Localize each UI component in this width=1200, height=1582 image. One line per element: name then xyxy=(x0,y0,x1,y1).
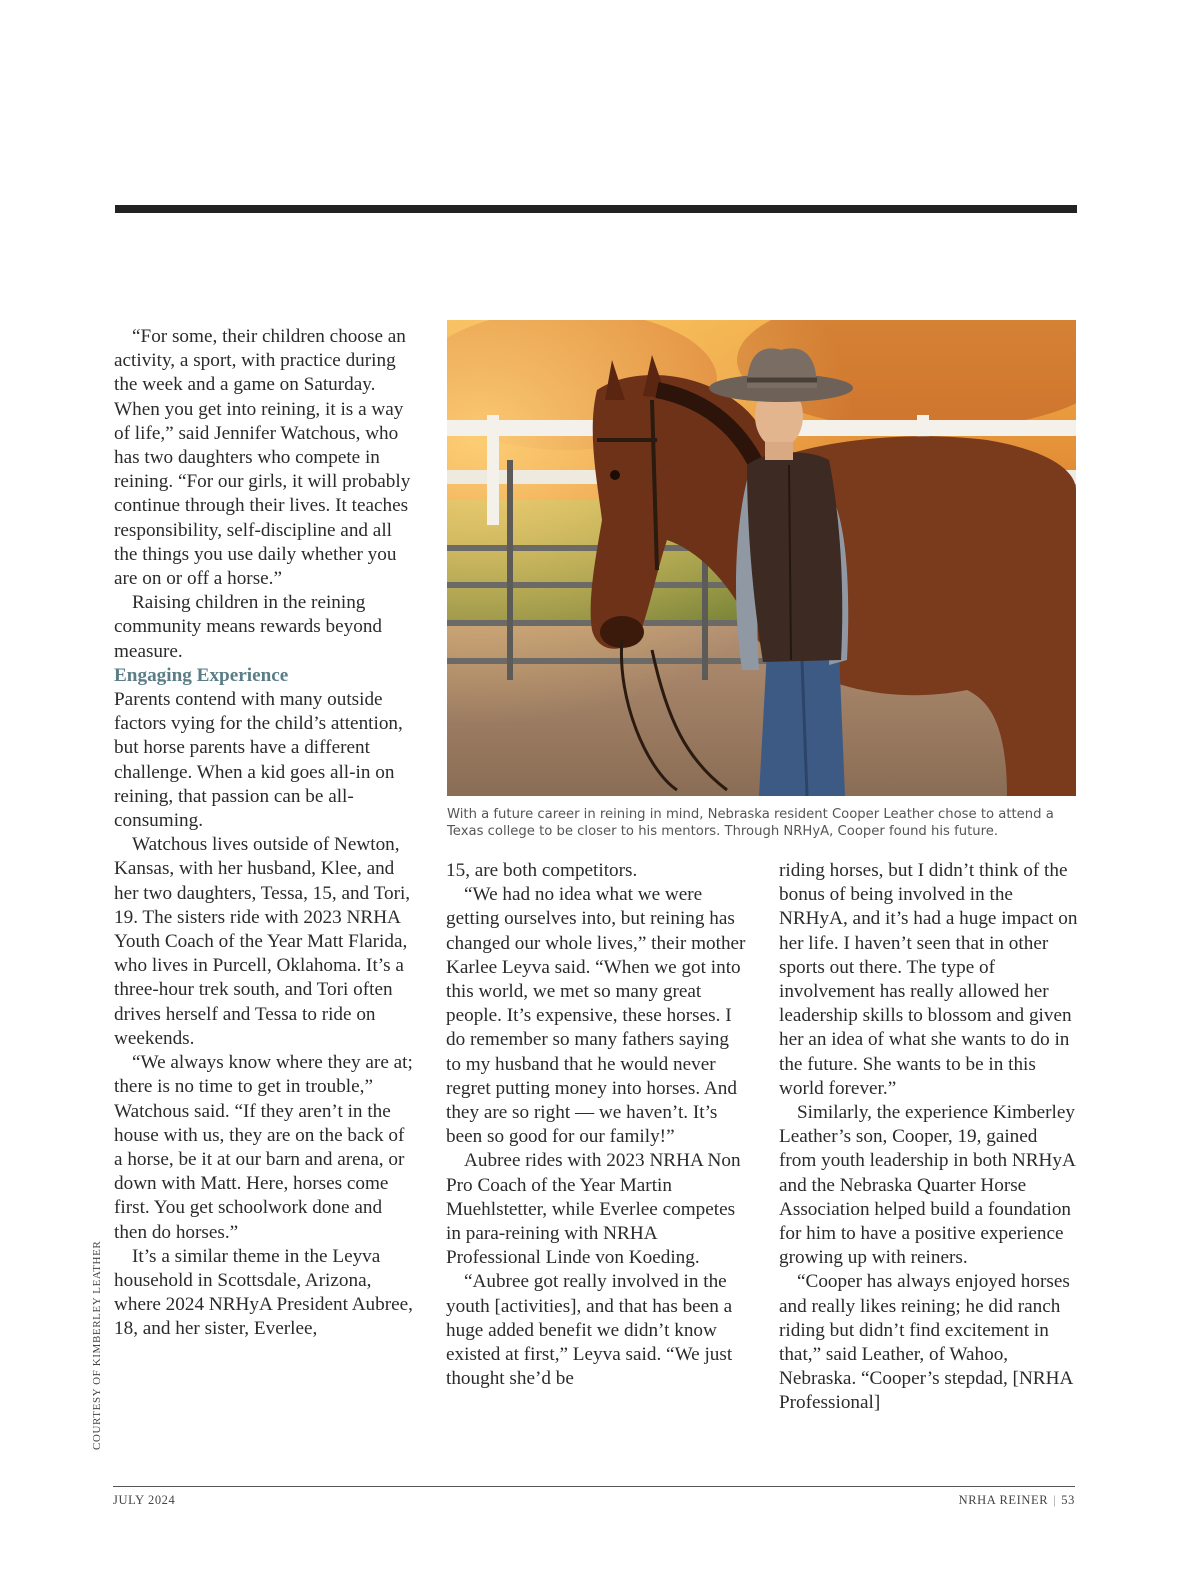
footer-publication xyxy=(959,1493,1075,1508)
paragraph: Similarly, the experience Kimberley Leather’s son, Cooper, 19, gained from youth leadership in both NRHyA and the Nebraska Quarter Horse Association helped build a foundation for him to have a positive experience growing up with reiners. xyxy=(779,1102,1075,1269)
article-column-1 xyxy=(114,325,414,1342)
paragraph: “We always know where they are at; there is no time to get in trouble,” Watchous said. “If they aren’t in the house with us, they are on the back of a horse, be it at our barn and arena, or down with Matt. Here, horses come first. You get schoolwork done and then do horses.” xyxy=(114,1052,413,1243)
paragraph: Raising children in the reining community means rewards beyond measure. xyxy=(114,592,383,662)
paragraph: It’s a similar theme in the Leyva household in Scottsdale, Arizona, where 2024 NRHyA President Aubree, 18, and her sister, Everlee, xyxy=(114,1245,413,1340)
paragraph: Watchous lives outside of Newton, Kansas, with her husband, Klee, and her two daughters, Tessa, 15, and Tori, 19. The sisters ride with 2023 NRHA Youth Coach of the Year Matt Flarida, who lives in Purcell, Oklahoma. It’s a three-hour trek south, and Tori often drives herself and Tessa to ride on weekends. xyxy=(114,834,411,1049)
publication-name: NRHA REINER xyxy=(958,1493,1049,1507)
paragraph: Parents contend with many outside factors vying for the child’s attention, but horse parents have a different challenge. When a kid goes all-in on reining, that passion can be all-consuming. xyxy=(114,689,403,832)
photo-caption: With a future career in reining in mind, Nebraska resident Cooper Leather chose to attend a Texas college to be closer to his mentors. Through NRHyA, Cooper found his future. xyxy=(447,807,1054,839)
footer-date: JULY 2024 xyxy=(113,1493,176,1507)
paragraph: “Cooper has always enjoyed horses and really likes reining; he did ranch riding but didn’t find excitement in that,” said Leather, of Wahoo, Nebraska. “Cooper’s stepdad, [NRHA Professional] xyxy=(779,1271,1073,1414)
photo-credit: COURTESY OF KIMBERLEY LEATHER xyxy=(91,1240,103,1450)
paragraph: “For some, their children choose an activity, a sport, with practice during the week and a game on Saturday. When you get into reining, it is a way of life,” said Jennifer Watchous, who has two daughters who compete in reining. “For our girls, it will probably continue through their lives. It teaches responsibility, self-discipline and all the things you use daily whether you are on or off a horse.” xyxy=(114,326,411,590)
paragraph: riding horses, but I didn’t think of the bonus of being involved in the NRHyA, and it’s had a huge impact on her life. I haven’t seen that in other sports out there. The type of involvement has really allowed her leadership skills to blossom and given her an idea of what she wants to do in the future. She wants to be in this world forever.” xyxy=(779,860,1078,1099)
paragraph: Aubree rides with 2023 NRHA Non Pro Coach of the Year Martin Muehlstetter, while Everlee competes in para-reining with NRHA Professional Linde von Koeding. xyxy=(446,1150,741,1269)
paragraph: “We had no idea what we were getting ourselves into, but reining has changed our whole lives,” their mother Karlee Leyva said. “When we got into this world, we met so many great people. It’s expensive, these horses. I do remember so many fathers saying to my husband that he would never regret putting money into horses. And they are so right — we haven’t. It’s been so good for our family!” xyxy=(446,884,746,1148)
article-column-2 xyxy=(446,859,746,1391)
page-number: 53 xyxy=(1061,1493,1075,1507)
paragraph: 15, are both competitors. xyxy=(446,860,638,881)
photo-horse-and-rider xyxy=(447,320,1076,796)
paragraph: “Aubree got really involved in the youth [activities], and that has been a huge added benefit we didn’t know existed at first,” Leyva said. “We just thought she’d be xyxy=(446,1271,733,1390)
article-photo xyxy=(447,320,1076,796)
top-rule xyxy=(115,205,1077,213)
section-heading: Engaging Experience xyxy=(114,664,289,686)
footer-separator: | xyxy=(1053,1493,1057,1507)
footer-rule xyxy=(113,1486,1075,1487)
article-column-3 xyxy=(779,859,1079,1416)
